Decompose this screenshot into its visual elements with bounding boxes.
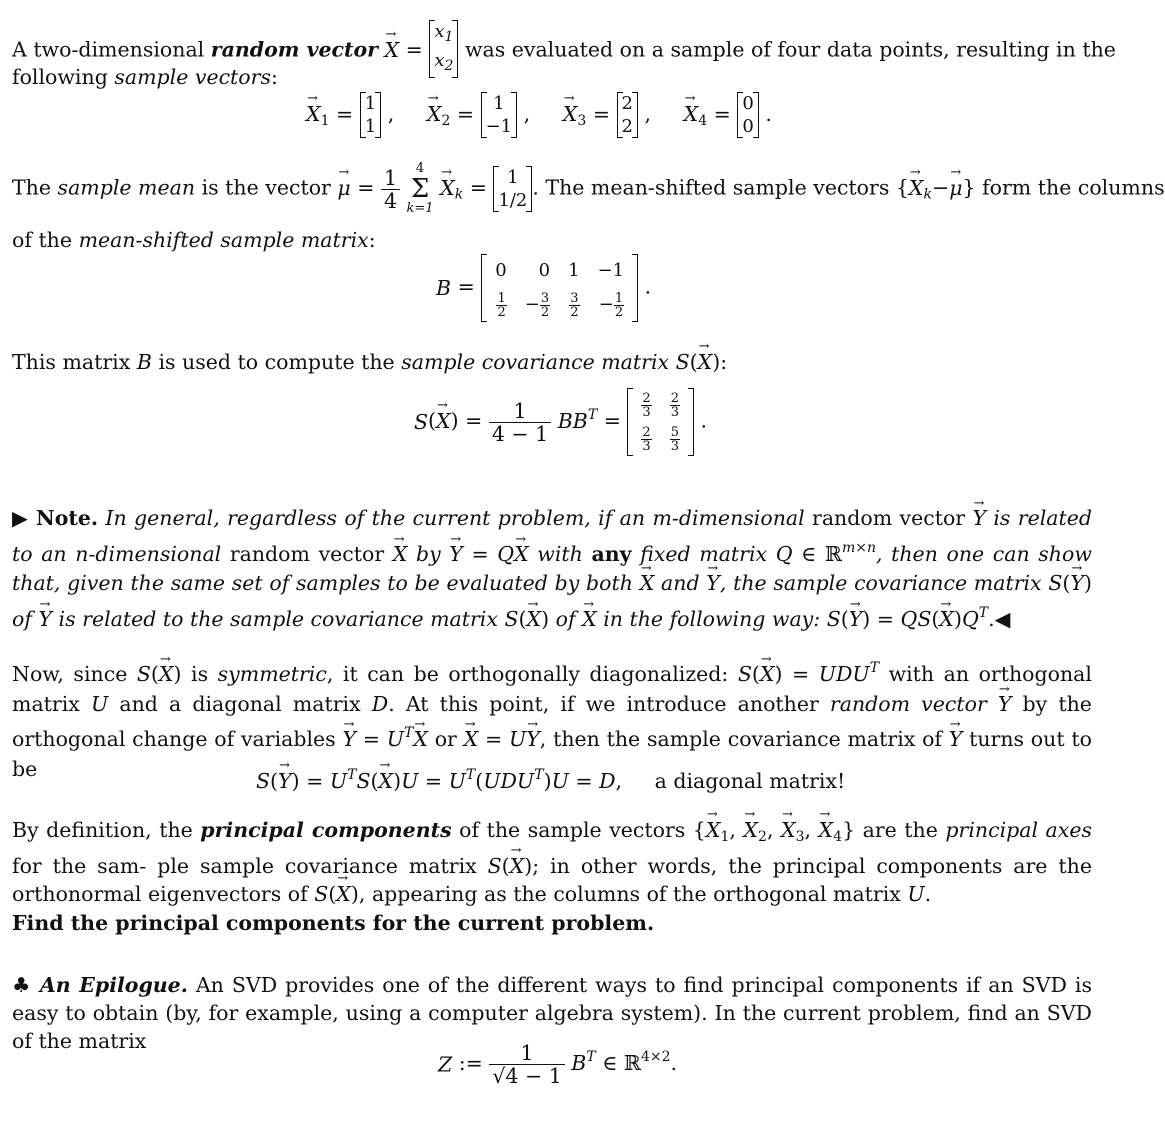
text: of the — [12, 228, 73, 252]
principal-components-paragraph: By definition, the principal components of the sample vectors {→ $X_1$, → $X_2$, → $X_3$, → $X_4$} are the principal axes for the sam- ple sample covariance matrix S(→ X); in other words, the principal components are the orthonormal eigenvectors of S(→ X), appearing as the columns of the orthogonal matrix U. — [12, 816, 1092, 909]
text: a diagonal matrix! — [654, 769, 846, 793]
vector-x4: → $X_4$ = 0 0 . — [684, 102, 772, 126]
text: following — [12, 65, 108, 89]
term-principal-axes: principal axes — [945, 818, 1092, 842]
term-sample-mean: sample mean — [57, 175, 196, 200]
note-label: Note. — [35, 506, 99, 530]
note-paragraph: ▶ Note. In general, regardless of the current problem, if an m-dimensional random vector → Y is related to an n-dimensional random vector → X by → Y = Q→ X with any fixed matrix Q ∈ ℝ$^{m\times n}$, then one can show that, given the same set of samples to be evaluated by both → X and → Y, the sample covariance matrix S(→ Y) of → Y is related to the sample covariance matrix S(→ X) of → X in the following way: $S(\to Y) = QS(\to X)Q^T.◀$ — [12, 504, 1092, 634]
triangle-left-icon: ◀ — [994, 606, 1011, 631]
epilogue-paragraph: ♣ An Epilogue. An SVD provides one of the different ways to find principal components if an SVD is easy to obtain (by, for example, using a computer algebra system). In the current problem, find an SVD of the matrix — [12, 973, 1092, 1053]
matrix-b: B = 0 0 1 −1 $\frac{1}{2}$ − $\frac{3}{2}$ $\frac{3}{2}$ − $\frac{1}{2}$ . — [436, 254, 651, 322]
text: : — [270, 65, 278, 89]
vector-x3: → $X_3$ = 2 2 , — [563, 102, 651, 126]
triangle-right-icon: ▶ — [12, 506, 29, 530]
term-sample-vectors: sample vectors — [114, 65, 271, 89]
diagonalization-paragraph: Now, since S(→ X) is symmetric, it can be orthogonally diagonalized: $S(\to X) = UDU^T$ with an orthogonal matrix U and a diagonal matrix D. At this point, if we introduce another random vector → Y by the orthogonal change of variables → $Y = U^T\to X$ or → X = U→ Y, then the sample covariance matrix of → Y turns out to be — [12, 654, 1092, 784]
vector-x1: → $X_1$ = 1 1 , — [306, 102, 394, 126]
term-principal-components: principal components — [200, 818, 452, 842]
text: : — [368, 228, 376, 252]
diagonal-equation: $S(\to Y) = U^TS(\to X)U = U^T(UDU^T)U = D$, a diagonal matrix! — [256, 760, 845, 796]
sample-matrix-intro — [12, 225, 376, 255]
text: form the columns — [982, 175, 1165, 200]
text: is used to compute the — [158, 350, 395, 374]
text: was evaluated on a sample of four data points, resulting in the — [464, 37, 1116, 62]
text: is the vector — [201, 175, 331, 200]
intro-line-2 — [12, 62, 278, 92]
sample-vectors-row — [306, 92, 772, 138]
epilogue-label: An Epilogue. — [39, 973, 188, 997]
term-random-vector: random vector — [210, 37, 378, 62]
text: This matrix — [12, 350, 131, 374]
club-icon: ♣ — [12, 973, 32, 997]
covariance-intro: This matrix B is used to compute the sample covariance matrix S(→ X): — [12, 347, 727, 377]
term-sample-covariance-matrix: sample covariance matrix — [401, 350, 670, 374]
text: A two-dimensional — [12, 37, 205, 62]
term-mean-shifted-sample-matrix: mean-shifted sample matrix — [78, 228, 369, 252]
vector-x2: → $X_2$ = 1 −1 , — [427, 102, 530, 126]
text: The — [12, 175, 52, 200]
text: . The mean-shifted sample vectors — [532, 175, 890, 200]
intro-line-1: A two-dimensional random vector → X = $x_1$ $x_2$ was evaluated on a sample of four data points, resulting in the — [12, 22, 1116, 80]
covariance-equation: S(→ X) = $\frac{1}{4 - 1}$ $BB^T$ = $\frac{2}{3}$ $\frac{2}{3}$ $\frac{2}{3}$ $\frac{5}{3}$ . — [414, 388, 707, 456]
sample-mean-line: The sample mean is the vector → μ = $\frac{1}{4}$ 4 Σ k=1 → $X_k$ = 1 1/2 . The mean-shifted sample vectors {→ $X_k-\to \mu$} form the columns — [12, 162, 1165, 216]
z-definition: Z := $\frac{1}{√4 - 1}$ $B^T$ ∈ ℝ$^{4\times 2}$. — [438, 1041, 678, 1088]
task-statement: Find the principal components for the current problem. — [12, 911, 655, 935]
